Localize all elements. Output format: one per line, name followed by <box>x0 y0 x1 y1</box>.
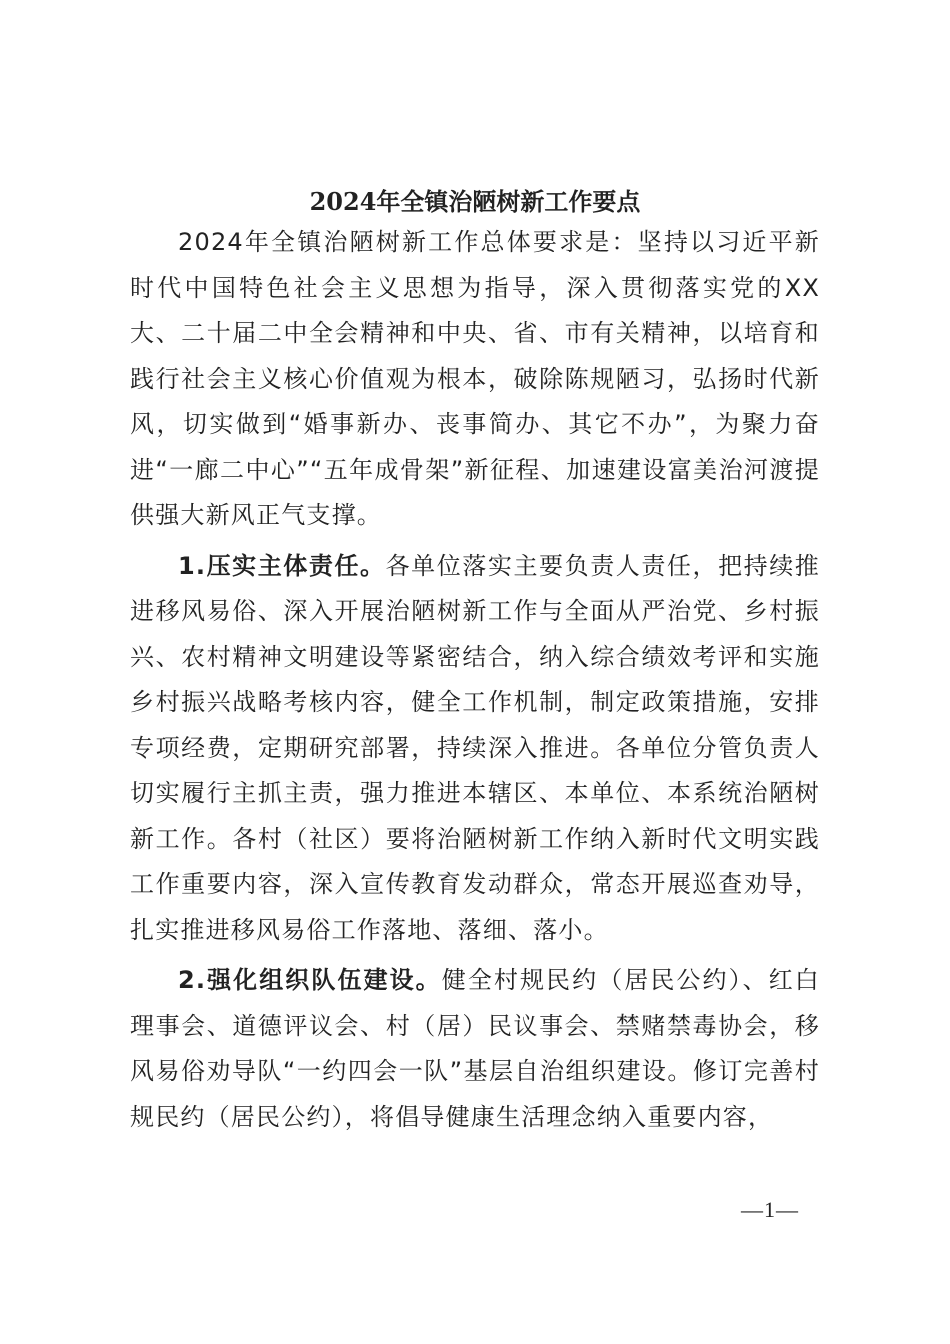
document-body <box>130 220 820 1140</box>
section-heading-2: 2.强化组织队伍建设。 <box>178 966 442 994</box>
document-title: 2024年全镇治陋树新工作要点 <box>309 187 641 216</box>
section-paragraph-2 <box>130 958 820 1140</box>
section-heading-1: 1.压实主体责任。 <box>178 551 386 580</box>
section-text-1: 各单位落实主要负责人责任，把持续推进移风易俗、深入开展治陋树新工作与全面从严治党、乡村振兴、农村精神文明建设等紧密结合，纳入综合绩效考评和实施乡村振兴战略考核内容，健全工作机制，制定政策措施，安排专项经费，定期研究部署，持续深入推进。各单位分管负责人切实履行主抓主责，强力推进本辖区、本单位、本系统治陋树新工作。各村（社区）要将治陋树新工作纳入新时代文明实践工作重要内容，深入宣传教育发动群众，常态开展巡查劝导，扎实推进移风易俗工作落地、落细、落小。 <box>130 551 820 944</box>
page-number: —1— <box>741 1197 799 1222</box>
intro-paragraph: 2024年全镇治陋树新工作总体要求是：坚持以习近平新时代中国特色社会主义思想为指导，深入贯彻落实党的XX大、二十届二中全会精神和中央、省、市有关精神，以培育和践行社会主义核心价值观为根本，破除陈规陋习，弘扬时代新风，切实做到“婚事新办、丧事简办、其它不办”，为聚力奋进“一廊二中心”“五年成骨架”新征程、加速建设富美治河渡提供强大新风正气支撑。 <box>130 228 820 529</box>
section-paragraph-1 <box>130 544 820 954</box>
section-text-2: 健全村规民约（居民公约）、红白理事会、道德评议会、村（居）民议事会、禁赌禁毒协会，移风易俗劝导队“一约四会一队”基层自治组织建设。修订完善村规民约（居民公约），将倡导健康生活理念纳入重要内容， <box>130 966 820 1131</box>
